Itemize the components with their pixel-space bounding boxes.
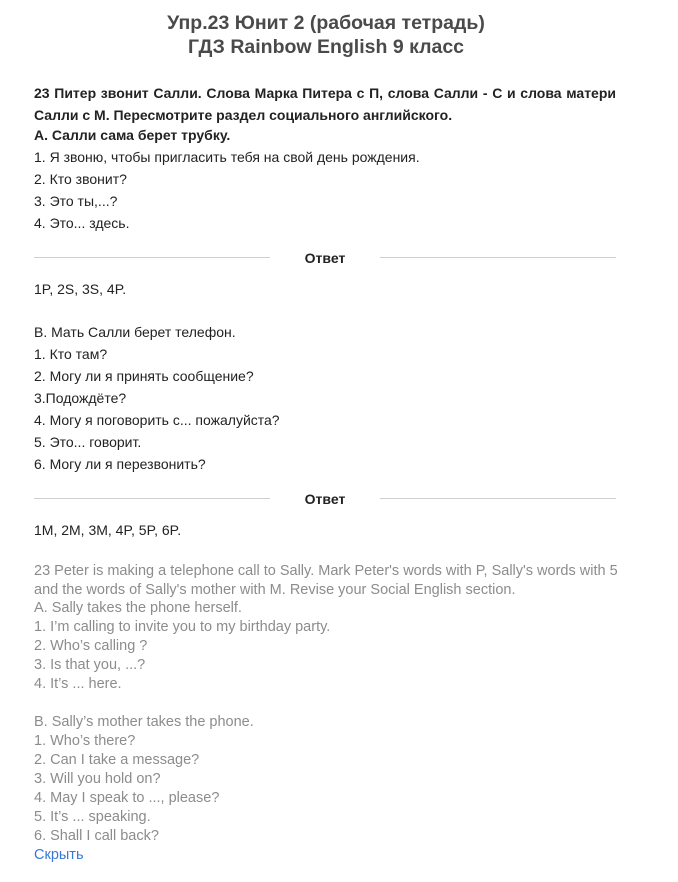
answer-label: Ответ: [304, 250, 346, 266]
answer-divider-a: [34, 248, 616, 268]
part-b-item-ru: 4. Могу я поговорить с... пожалуйста?: [34, 412, 280, 428]
part-a-item-en: 3. Is that you, ...?: [34, 657, 146, 673]
title-line-1: Упр.23 Юнит 2 (рабочая тетрадь): [167, 12, 485, 34]
part-b-item-ru: 1. Кто там?: [34, 346, 108, 362]
answer-label: Ответ: [304, 491, 346, 507]
part-b-item-en: 2. Can I take a message?: [34, 752, 200, 768]
part-b-heading-ru: B. Мать Салли берет телефон.: [34, 324, 236, 340]
divider-rule: [34, 498, 270, 499]
answer-a-text: 1P, 2S, 3S, 4P.: [34, 281, 127, 297]
divider-rule: [34, 257, 270, 258]
part-b-item-ru: 3.Подождёте?: [34, 390, 127, 406]
part-a-heading-ru: А. Салли сама берет трубку.: [34, 127, 231, 143]
part-a-item-ru: 4. Это... здесь.: [34, 215, 130, 231]
part-b-item-en: 3. Will you hold on?: [34, 771, 161, 787]
part-a-item-ru: 1. Я звоню, чтобы пригласить тебя на свой день рождения.: [34, 149, 420, 165]
task-text-ru: 23 Питер звонит Салли. Слова Марка Питера с П, слова Салли - С и слова матери Салли с М. Пересмотрите раздел социального английского.: [34, 85, 616, 123]
answer-b-text: 1M, 2M, 3M, 4P, 5P, 6P.: [34, 522, 182, 538]
hide-translation-link[interactable]: Скрыть: [34, 847, 84, 863]
part-a-heading-en: A. Sally takes the phone herself.: [34, 600, 242, 616]
title-line-2: ГДЗ Rainbow English 9 класс: [187, 36, 465, 58]
part-a-item-en: 2. Who’s calling ?: [34, 638, 148, 654]
part-b-item-en: 4. May I speak to ..., please?: [34, 790, 220, 806]
part-b-item-ru: 6. Могу ли я перезвонить?: [34, 456, 206, 472]
part-a-item-en: 1. I’m calling to invite you to my birthday party.: [34, 619, 331, 635]
divider-rule: [380, 257, 616, 258]
part-b-heading-en: B. Sally’s mother takes the phone.: [34, 714, 254, 730]
part-a-item-en: 4. It’s ... here.: [34, 676, 122, 692]
divider-rule: [380, 498, 616, 499]
part-b-item-en: 6. Shall I call back?: [34, 828, 159, 844]
page-title: [0, 11, 652, 59]
part-b-item-en: 5. It’s ... speaking.: [34, 809, 151, 825]
part-b-item-ru: 5. Это... говорит.: [34, 434, 142, 450]
part-b-item-ru: 2. Могу ли я принять сообщение?: [34, 368, 254, 384]
task-text-en: 23 Peter is making a telephone call to Sally. Mark Peter's words with P, Sally's words with 5 and the words of Sally's mother with M. Revise your Social English section.: [34, 563, 618, 598]
part-a-item-ru: 3. Это ты,...?: [34, 193, 118, 209]
part-a-item-ru: 2. Кто звонит?: [34, 171, 127, 187]
part-b-item-en: 1. Who’s there?: [34, 733, 136, 749]
answer-divider-b: [34, 489, 616, 509]
